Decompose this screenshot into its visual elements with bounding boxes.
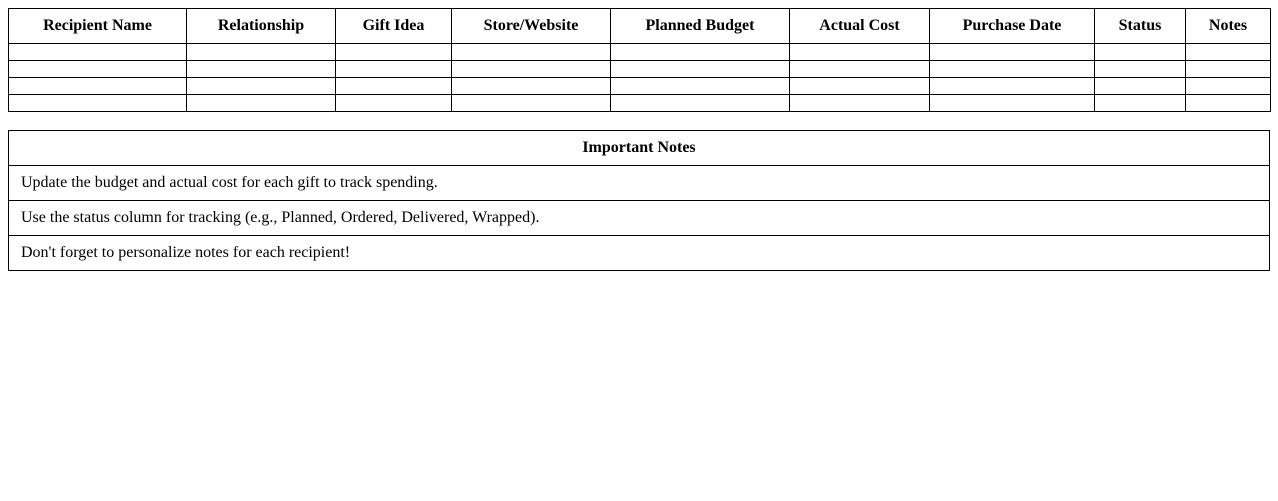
table-cell[interactable] — [187, 95, 336, 112]
header-actual-cost: Actual Cost — [790, 9, 930, 44]
header-relationship: Relationship — [187, 9, 336, 44]
table-cell[interactable] — [930, 95, 1095, 112]
table-cell[interactable] — [611, 78, 790, 95]
header-row — [9, 9, 1271, 44]
table-cell[interactable] — [1095, 95, 1186, 112]
note-text: Don't forget to personalize notes for each recipient! — [9, 236, 1270, 271]
table-cell[interactable] — [1186, 44, 1271, 61]
header-status: Status — [1095, 9, 1186, 44]
table-cell[interactable] — [452, 95, 611, 112]
header-purchase-date: Purchase Date — [930, 9, 1095, 44]
table-cell[interactable] — [930, 78, 1095, 95]
list-item — [9, 201, 1270, 236]
table-cell[interactable] — [9, 44, 187, 61]
table-cell[interactable] — [187, 44, 336, 61]
table-cell[interactable] — [336, 61, 452, 78]
header-notes: Notes — [1186, 9, 1271, 44]
list-item — [9, 166, 1270, 201]
table-row — [9, 95, 1271, 112]
table-cell[interactable] — [790, 95, 930, 112]
table-cell[interactable] — [187, 61, 336, 78]
table-cell[interactable] — [9, 95, 187, 112]
table-row — [9, 61, 1271, 78]
notes-title: Important Notes — [9, 131, 1270, 166]
table-row — [9, 78, 1271, 95]
header-gift-idea: Gift Idea — [336, 9, 452, 44]
notes-header-row — [9, 131, 1270, 166]
table-cell[interactable] — [1186, 61, 1271, 78]
table-cell[interactable] — [1095, 44, 1186, 61]
table-cell[interactable] — [9, 61, 187, 78]
header-recipient-name: Recipient Name — [9, 9, 187, 44]
table-row — [9, 44, 1271, 61]
gift-tracker-table — [8, 8, 1271, 112]
table-cell[interactable] — [452, 78, 611, 95]
table-cell[interactable] — [790, 61, 930, 78]
header-planned-budget: Planned Budget — [611, 9, 790, 44]
note-text: Update the budget and actual cost for each gift to track spending. — [9, 166, 1270, 201]
table-cell[interactable] — [930, 44, 1095, 61]
table-cell[interactable] — [1095, 78, 1186, 95]
table-cell[interactable] — [336, 78, 452, 95]
table-cell[interactable] — [187, 78, 336, 95]
table-cell[interactable] — [336, 44, 452, 61]
table-cell[interactable] — [1186, 78, 1271, 95]
table-cell[interactable] — [1095, 61, 1186, 78]
table-cell[interactable] — [611, 95, 790, 112]
table-cell[interactable] — [1186, 95, 1271, 112]
table-cell[interactable] — [930, 61, 1095, 78]
important-notes-table — [8, 130, 1270, 271]
note-text: Use the status column for tracking (e.g., Planned, Ordered, Delivered, Wrapped). — [9, 201, 1270, 236]
table-cell[interactable] — [611, 44, 790, 61]
table-cell[interactable] — [611, 61, 790, 78]
table-cell[interactable] — [9, 78, 187, 95]
table-cell[interactable] — [790, 78, 930, 95]
header-store-website: Store/Website — [452, 9, 611, 44]
table-cell[interactable] — [452, 61, 611, 78]
table-cell[interactable] — [452, 44, 611, 61]
list-item — [9, 236, 1270, 271]
table-cell[interactable] — [336, 95, 452, 112]
table-cell[interactable] — [790, 44, 930, 61]
